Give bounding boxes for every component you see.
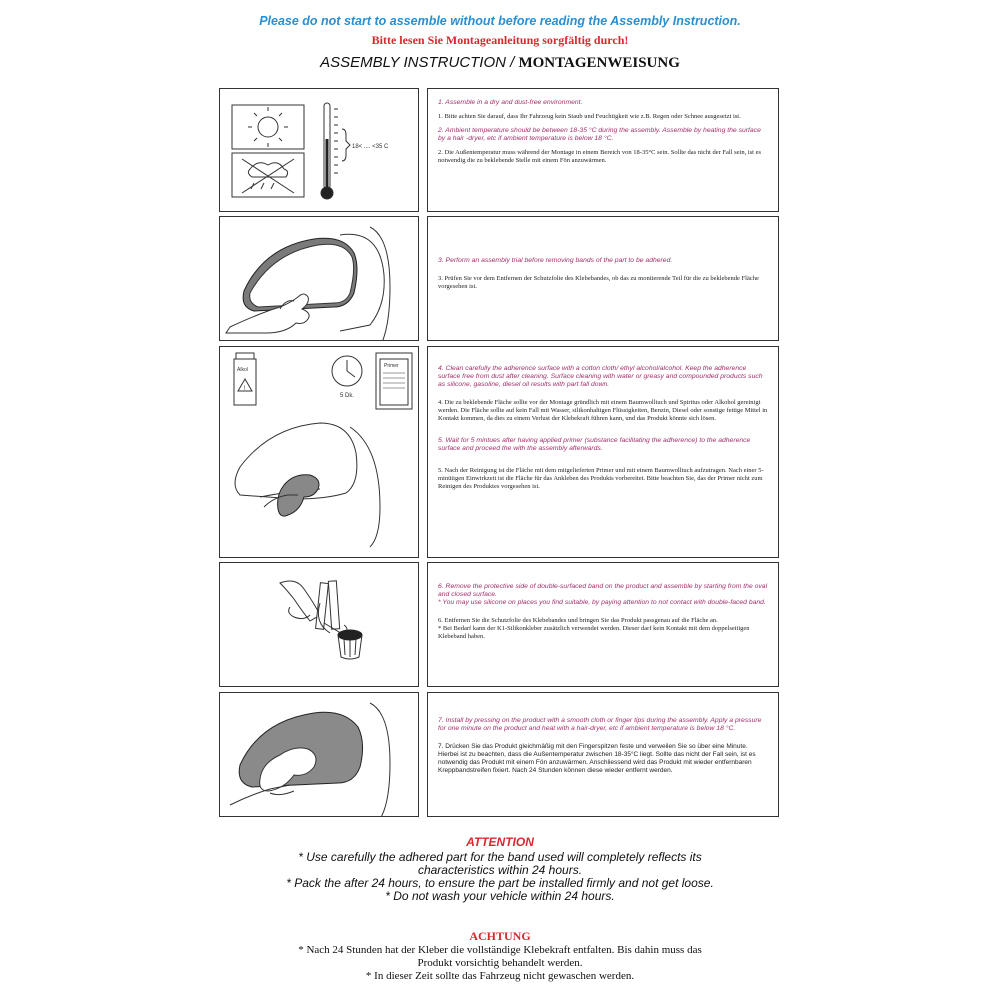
step7-illustration xyxy=(219,692,419,817)
remove-tape-drawing xyxy=(220,563,418,686)
silicone-cup-icon xyxy=(338,630,362,659)
attention-line-1: * Use carefully the adhered part for the band used will completely reflects its xyxy=(298,850,702,864)
attention-line-4: * Do not wash your vehicle within 24 hours. xyxy=(385,889,615,903)
step3-de: 3. Prüfen Sie vor dem Entfernen der Schutzfolie des Klebebandes, ob das zu montierende Teil für die zu beklebende Fläche vorgesehen ist. xyxy=(438,275,759,290)
primer-label: Primer xyxy=(384,363,399,369)
svg-text:!: ! xyxy=(243,386,246,392)
primer-sheet-icon xyxy=(376,353,412,409)
step7-de: 7. Drücken Sie das Produkt gleichmäßig mit den Fingerspitzen feste und verweilen Sie so über eine Minute. Hierbei ist zu beachten, dass die Außentemperatur zwischen 18-35°C liegt. Sollte das nicht der Fall sein, ist es notwendig das Produkt mit einem Fön anzuwärmen. Anschliessend wird das Produkt mit wieder entfernbaren Kreppbandstreifen fixiert. Nach 24 Stunden können diese wieder entfernt werden. xyxy=(438,743,756,774)
page-title xyxy=(0,54,1000,72)
title-en: ASSEMBLY INSTRUCTION / xyxy=(320,54,515,71)
title-de: MONTAGENWEISUNG xyxy=(518,55,680,71)
step6-illustration xyxy=(219,562,419,687)
achtung-line-2: Produkt vorsichtig behandelt werden. xyxy=(417,957,583,969)
achtung-title: ACHTUNG xyxy=(469,929,531,943)
step4-en: 4. Clean carefully the adherence surface with a cotton cloth/ ethyl alcohol/alcohol. Keep the adherence surface free from dust after cleaning. Surface cleaning with water or greasy and compounded products such as silicone, gasoline, diesel oil results with part fall down. xyxy=(438,365,763,388)
mirror-trial-drawing xyxy=(220,217,418,340)
achtung-line-3: * In dieser Zeit sollte das Fahrzeug nicht gewaschen werden. xyxy=(365,970,635,982)
bottle-label: Alkol xyxy=(237,367,248,373)
step6-de-note: * Bei Bedarf kann der K1-Silikonkleber zusätzlich verwendet werden. Dieser darf kein Kontakt mit dem doppelseitigen Klebeband haben. xyxy=(438,625,750,640)
clock-icon xyxy=(332,356,362,386)
clock-label: 5 Dk. xyxy=(340,393,355,399)
alcohol-bottle-icon xyxy=(234,353,256,405)
step6-text xyxy=(427,562,779,687)
step1-illustration xyxy=(219,88,419,212)
step7-text xyxy=(427,692,779,817)
attention-line-3: * Pack the after 24 hours, to ensure the part be installed firmly and not get loose. xyxy=(286,876,714,890)
no-rain-icon xyxy=(242,159,294,193)
step4-illustration xyxy=(219,346,419,558)
step1-de: 1. Bitte achten Sie darauf, dass Ihr Fahrzeug kein Staub und Feuchtigkeit wie z.B. Regen oder Schnee ausgesetzt ist. xyxy=(438,113,741,120)
step4-de: 4. Die zu beklebende Fläche sollte vor der Montage gründlich mit einem Baumwolltuch und Spiritus oder Alkohol gereinigt werden. Die Fläche sollte auf kein Fall mit Wasser, silikonhaltigen Flüssigkeiten, Benzin, Diesel oder sonstige fettige Mittel in Kontakt kommen, da dies zu einem Verlust der Klebekraft führen kann, und das Produkt könnte sich lösen. xyxy=(438,399,768,422)
thermometer-icon xyxy=(321,103,350,199)
temperature-range-label: 18< .... <35 C xyxy=(352,144,389,150)
step6-en-note: * You may use silicone on places you find suitable, by paying attention to not contact with double-faced band. xyxy=(438,599,766,606)
step6-en: 6. Remove the protective side of double-surfaced band on the product and assemble by starting from the oval and closed surface. xyxy=(438,583,768,598)
step1-en: 1. Assemble in a dry and dust-free environment. xyxy=(438,99,583,106)
step4-text xyxy=(427,346,779,558)
step6-de: 6. Entfernen Sie die Schutzfolie des Klebebandes und bringen Sie das Produkt passgenau auf die Fläche an. xyxy=(438,617,718,624)
step3-text xyxy=(427,216,779,341)
warning-en: Please do not start to assemble without before reading the Assembly Instruction. xyxy=(259,14,741,28)
step1-text xyxy=(427,88,779,212)
attention-title: ATTENTION xyxy=(466,835,534,849)
attention-line-2: characteristics within 24 hours. xyxy=(417,863,583,877)
mirror-pressing-drawing xyxy=(220,693,418,816)
sun-icon xyxy=(248,107,288,147)
step3-en: 3. Perform an assembly trial before removing bands of the part to be adhered. xyxy=(438,257,673,264)
step5-de: 5. Nach der Reinigung ist die Fläche mit dem mitgelieferten Primer und mit einem Baumwolltuch aufzutragen. Nach einer 5-minütigen Einwirkzeit ist die Fläche für das Ankleben des Produkts vorbereitet. Bitte beachten Sie, das der Primer nicht zum Reinigen des Produktes vorgesehen ist. xyxy=(438,467,764,490)
achtung-line-1: * Nach 24 Stunden hat der Kleber die vollständige Klebekraft entfalten. Bis dahin muss das xyxy=(298,944,702,956)
step3-illustration xyxy=(219,216,419,341)
step2-de: 2. Die Außentemperatur muss während der Montage in einem Bereich von 18-35°C sein. Sollte das nicht der Fall sein, ist es notwendig die zu beklebende Stelle mit einem Fön anzuwärmen. xyxy=(438,149,762,164)
step5-en: 5. Wait for 5 mintues after having applied primer (substance facilitating the adherence) to the adherence surface and proceed the with the assembly afterwards. xyxy=(438,437,751,452)
mirror-cleaning-drawing xyxy=(235,423,380,547)
step2-en: 2. Ambient temperature should be between 18-35 °C during the assembly. Assemble by heating the surface by a hair -dryer, etc if ambient temperature is below 18 °C. xyxy=(438,127,761,142)
step7-en: 7. Install by pressing on the product with a smooth cloth or finger tips during the assembly. Apply a pressure for one minute on the product and heat with a hair-dryer, etc if ambient temperature is below 18 °C. xyxy=(438,717,762,732)
warning-de: Bitte lesen Sie Montageanleitung sorgfältig durch! xyxy=(371,33,629,47)
